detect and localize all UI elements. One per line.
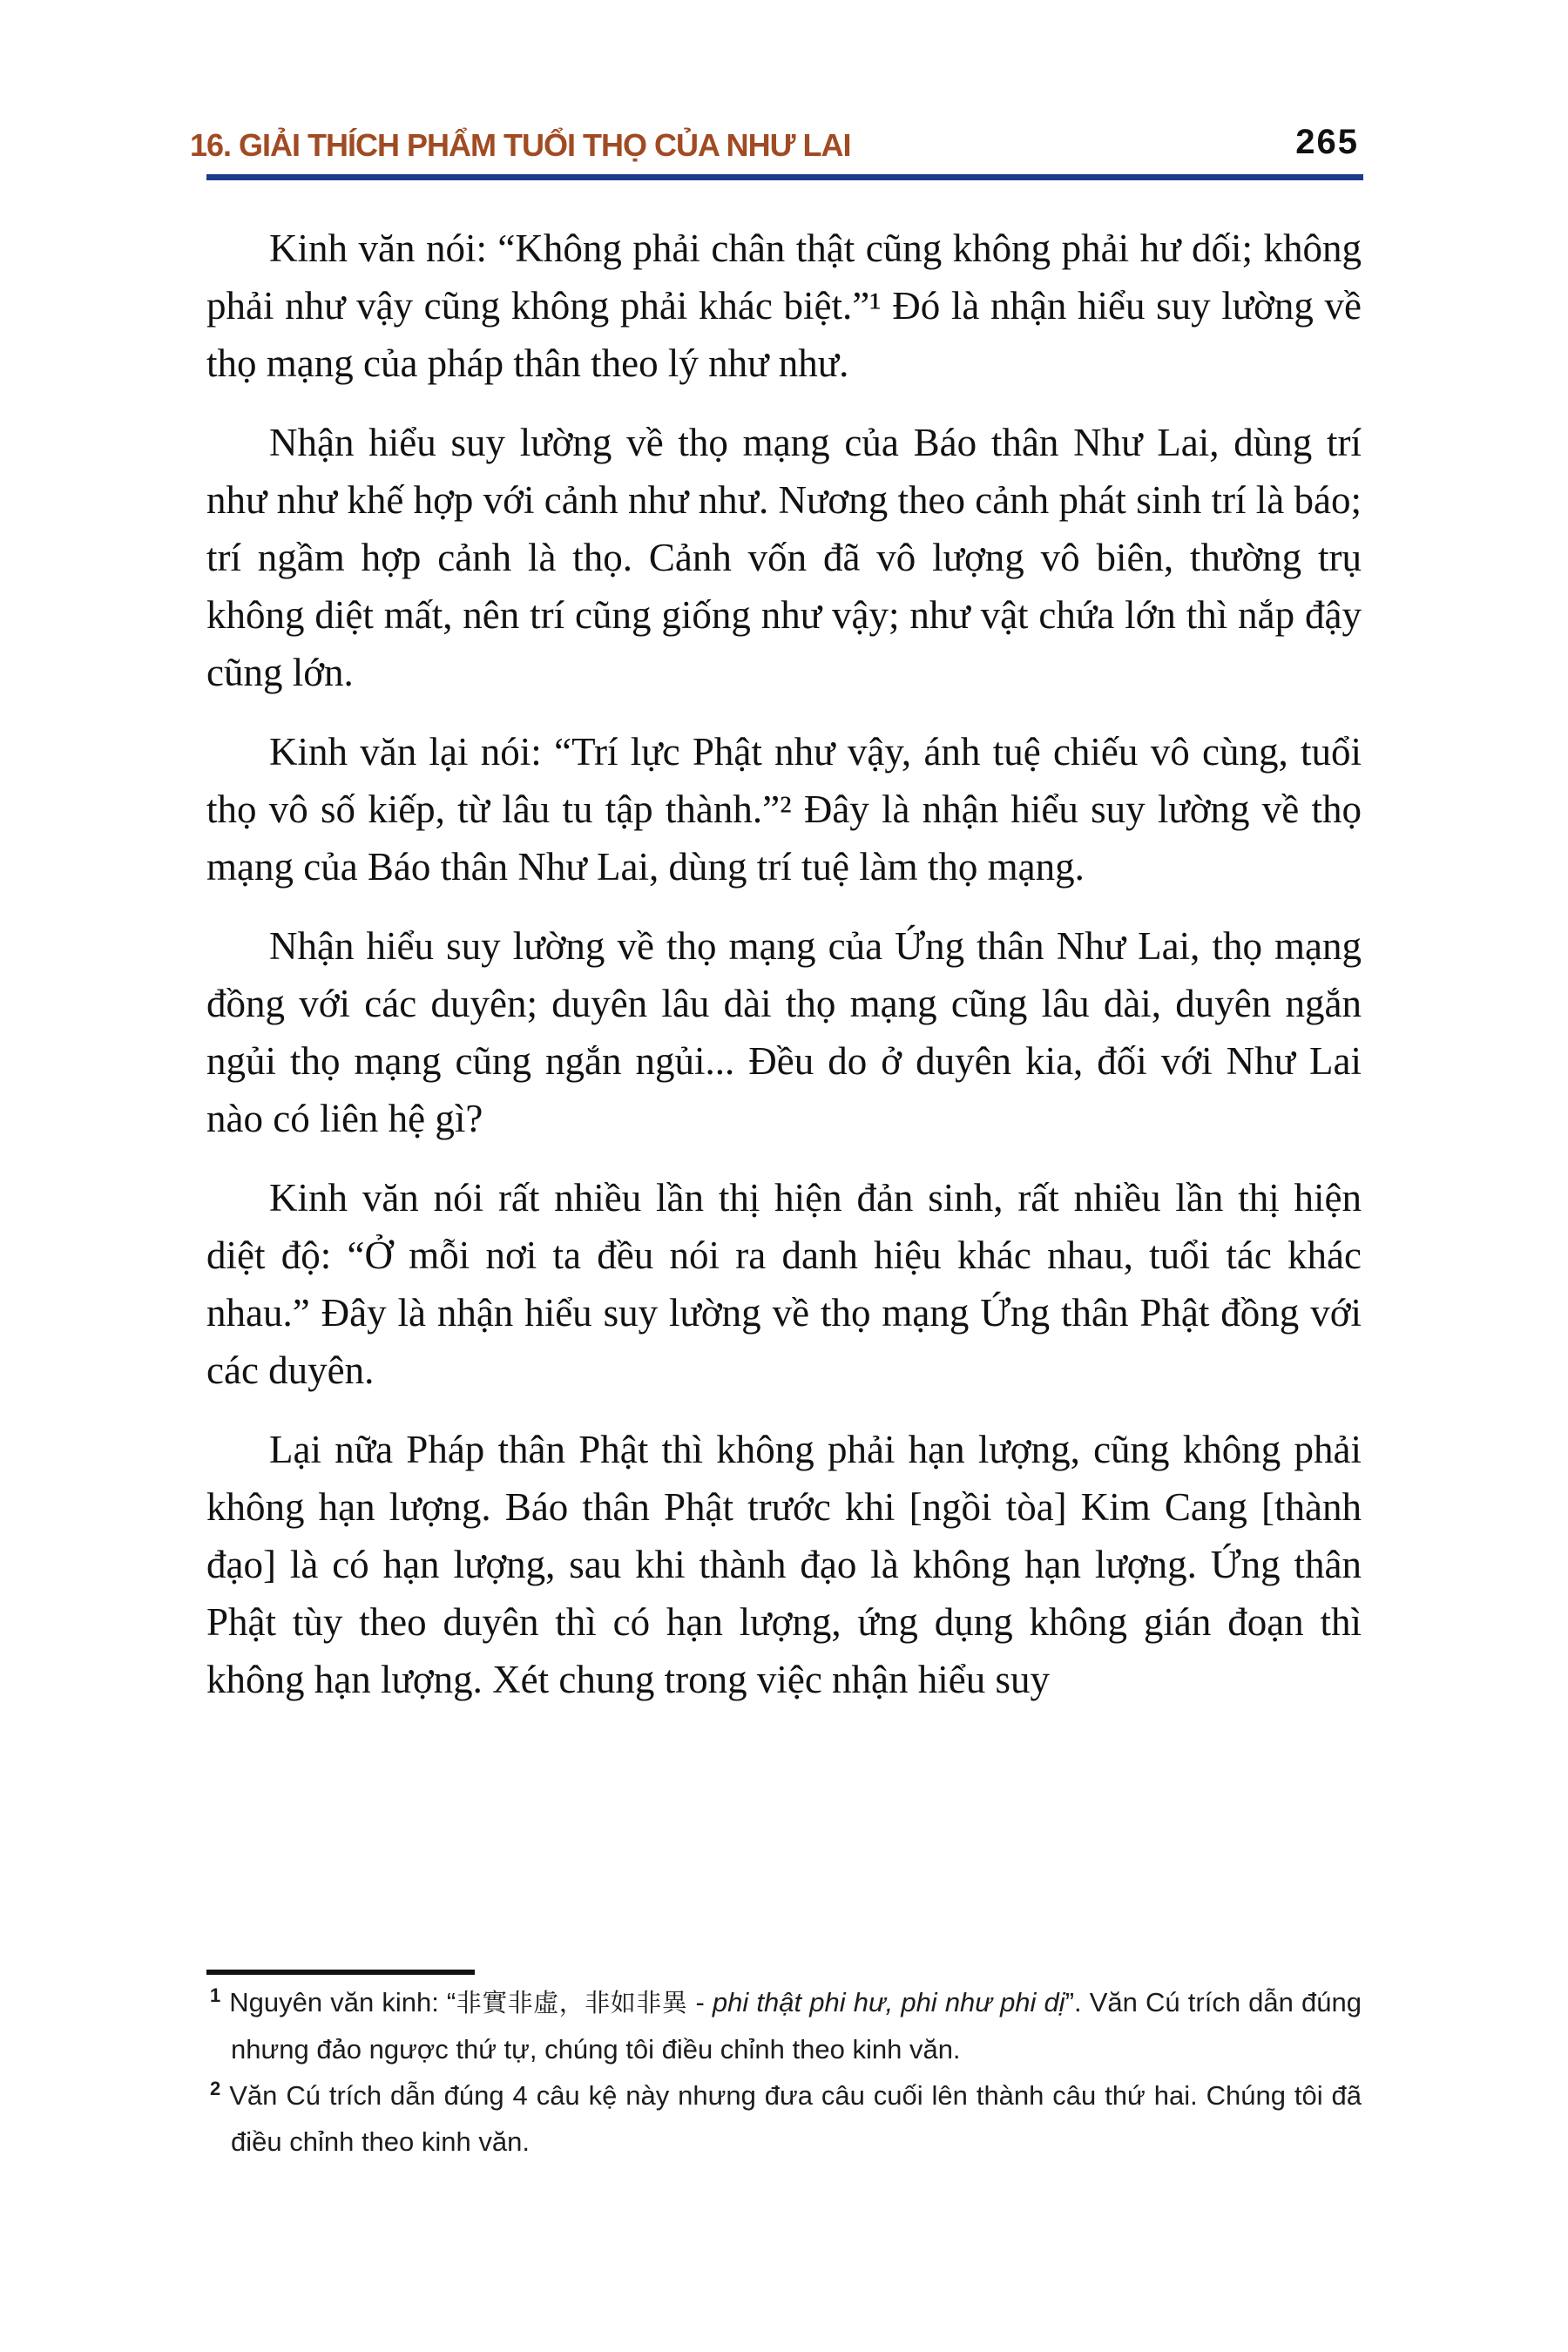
- paragraph: Lại nữa Pháp thân Phật thì không phải hạn lượng, cũng không phải không hạn lượng. Báo thân Phật trước khi [ngồi tòa] Kim Cang [thành đạo] là có hạn lượng, sau khi thành đạo là không hạn lượng. Ứng thân Phật tùy theo duyên thì có hạn lượng, ứng dụng không gián đoạn thì không hạn lượng. Xét chung trong việc nhận hiểu suy: [206, 1428, 1362, 1701]
- body-text: [206, 220, 1362, 1708]
- paragraph: Kinh văn nói rất nhiều lần thị hiện đản sinh, rất nhiều lần thị hiện diệt độ: “Ở mỗi nơi ta đều nói ra danh hiệu khác nhau, tuổi tác khác nhau.” Đây là nhận hiểu suy lường về thọ mạng Ứng thân Phật đồng với các duyên.: [206, 1176, 1362, 1392]
- page-number: 265: [1295, 123, 1359, 161]
- footnote-1-transliteration: phi thật phi hư, phi như phi dị: [712, 1987, 1065, 2017]
- footnote-1-chinese-text: 非實非虛，非如非異: [456, 1988, 688, 2017]
- footnote-separator-rule: [206, 1970, 475, 1975]
- paragraph: Kinh văn lại nói: “Trí lực Phật như vậy, ánh tuệ chiếu vô cùng, tuổi thọ vô số kiếp, từ lâu tu tập thành.”² Đây là nhận hiểu suy lường về thọ mạng của Báo thân Như Lai, dùng trí tuệ làm thọ mạng.: [206, 730, 1362, 889]
- paragraph: Nhận hiểu suy lường về thọ mạng của Ứng thân Như Lai, thọ mạng đồng với các duyên; duyên lâu dài thọ mạng cũng lâu dài, duyên ngắn ngủi thọ mạng cũng ngắn ngủi... Đều do ở duyên kia, đối với Như Lai nào có liên hệ gì?: [206, 924, 1362, 1140]
- footnotes: [206, 1979, 1362, 2165]
- footnote-2: [206, 2072, 1362, 2165]
- footnote-1-marker: 1: [210, 1984, 221, 2006]
- footnote-1-text-continued: ”. Văn Cú trích dẫn đúng nhưng đảo ngược thứ tự, chúng tôi điều chỉnh theo kinh văn.: [231, 1987, 1362, 2065]
- header-rule: [206, 174, 1363, 180]
- paragraph: Nhận hiểu suy lường về thọ mạng của Báo thân Như Lai, dùng trí như như khế hợp với cảnh như như. Nương theo cảnh phát sinh trí là báo; trí ngầm hợp cảnh là thọ. Cảnh vốn đã vô lượng vô biên, thường trụ không diệt mất, nên trí cũng giống như vậy; như vật chứa lớn thì nắp đậy cũng lớn.: [206, 421, 1362, 694]
- paragraph: Kinh văn nói: “Không phải chân thật cũng không phải hư dối; không phải như vậy cũng không phải khác biệt.”¹ Đó là nhận hiểu suy lường về thọ mạng của pháp thân theo lý như như.: [206, 226, 1362, 385]
- footnote-1-dash: -: [687, 1987, 713, 2017]
- footnote-2-text: Văn Cú trích dẫn đúng 4 câu kệ này nhưng đưa câu cuối lên thành câu thứ hai. Chúng tôi đã điều chỉnh theo kinh văn.: [229, 2080, 1362, 2157]
- footnote-1-text: Nguyên văn kinh: “: [229, 1987, 456, 2017]
- chapter-title: 16. GIẢI THÍCH PHẨM TUỔI THỌ CỦA NHƯ LAI: [190, 127, 851, 163]
- footnote-2-marker: 2: [210, 2077, 221, 2099]
- footnote-1: [206, 1979, 1362, 2072]
